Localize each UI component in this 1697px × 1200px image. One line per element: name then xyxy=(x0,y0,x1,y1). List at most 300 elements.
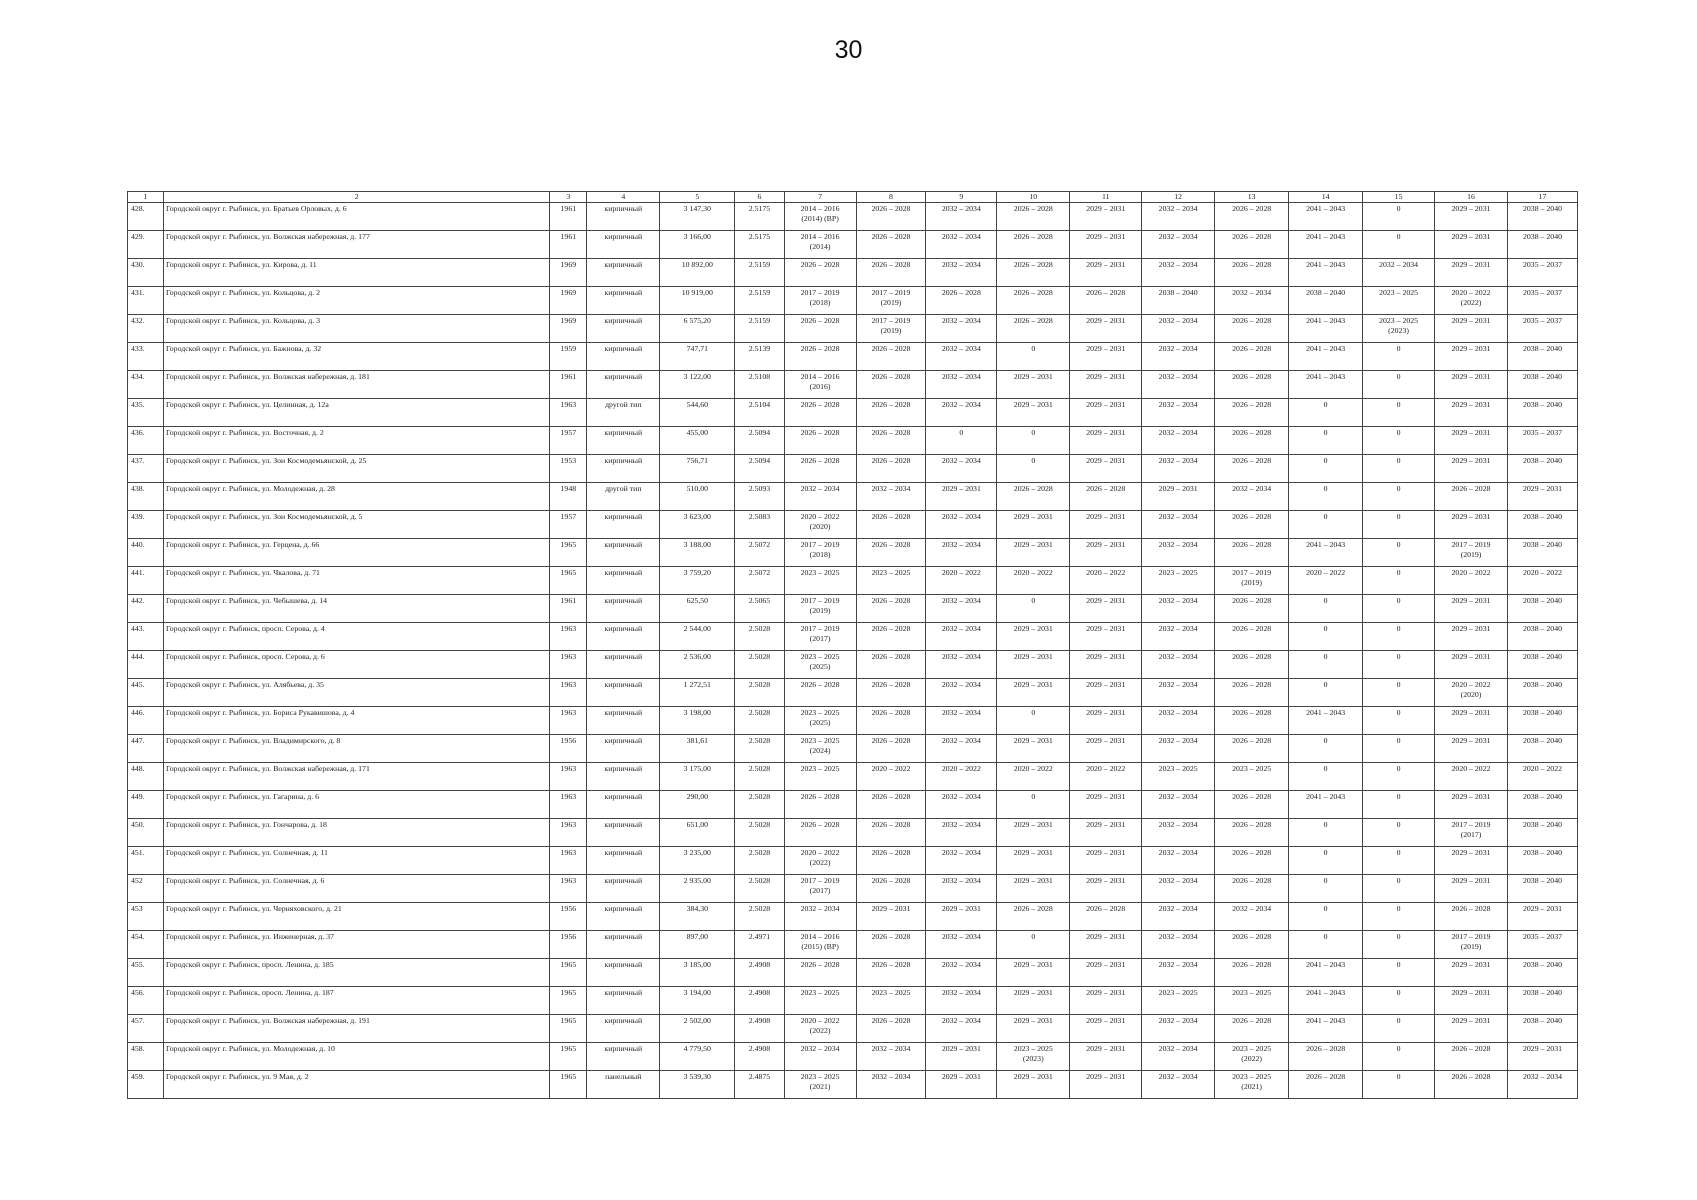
table-cell: кирпичный xyxy=(587,343,660,371)
table-cell: 2.5028 xyxy=(735,847,784,875)
column-number-5: 5 xyxy=(660,192,735,203)
table-cell: кирпичный xyxy=(587,1043,660,1071)
table-cell: 2032 – 2034 xyxy=(1507,1071,1577,1099)
table-cell: 2029 – 2031 xyxy=(1070,1071,1142,1099)
address-cell: Городской округ г. Рыбинск, ул. Волжская набережная, д. 181 xyxy=(163,371,549,399)
table-cell: 2032 – 2034 xyxy=(1142,1043,1215,1071)
table-cell: 2029 – 2031 xyxy=(1435,623,1508,651)
table-cell: 2020 – 2022 xyxy=(1070,567,1142,595)
table-cell: 2032 – 2034 xyxy=(926,651,997,679)
table-cell: 2.4908 xyxy=(735,1015,784,1043)
table-cell: 0 xyxy=(1363,1043,1435,1071)
table-cell: 2020 – 2022 xyxy=(997,763,1070,791)
table-cell: 2029 – 2031 xyxy=(1070,539,1142,567)
table-cell: 510,00 xyxy=(660,483,735,511)
table-cell: 2032 – 2034 xyxy=(926,847,997,875)
table-cell: 2041 – 2043 xyxy=(1289,707,1363,735)
table-cell: 2038 – 2040 xyxy=(1507,455,1577,483)
table-cell: 0 xyxy=(1363,203,1435,231)
table-cell: 0 xyxy=(1289,763,1363,791)
table-cell: 2032 – 2034 xyxy=(1215,287,1289,315)
row-number-cell: 450. xyxy=(128,819,164,847)
table-row xyxy=(128,679,1578,707)
table-cell: 2041 – 2043 xyxy=(1289,371,1363,399)
table-cell: 2029 – 2031 xyxy=(1435,847,1508,875)
table-cell: 2041 – 2043 xyxy=(1289,539,1363,567)
table-cell: 1963 xyxy=(550,623,587,651)
table-cell: 0 xyxy=(997,427,1070,455)
table-cell: 2029 – 2031 xyxy=(1507,903,1577,931)
table-row xyxy=(128,987,1578,1015)
table-cell: 2.5072 xyxy=(735,567,784,595)
table-row xyxy=(128,791,1578,819)
table-cell: 0 xyxy=(1363,1015,1435,1043)
table-cell: 2041 – 2043 xyxy=(1289,791,1363,819)
table-cell: 2029 – 2031 xyxy=(1435,427,1508,455)
table-cell: 2023 – 2025 xyxy=(1142,567,1215,595)
table-cell: 2026 – 2028 xyxy=(856,791,926,819)
table-row xyxy=(128,595,1578,623)
table-cell: 2026 – 2028 xyxy=(856,231,926,259)
table-cell: 2038 – 2040 xyxy=(1507,791,1577,819)
table-cell: 2029 – 2031 xyxy=(1070,931,1142,959)
table-cell: 0 xyxy=(1289,427,1363,455)
table-cell: 2029 – 2031 xyxy=(1435,875,1508,903)
table-cell: 2032 – 2034 xyxy=(926,371,997,399)
address-cell: Городской округ г. Рыбинск, ул. Бориса Рукавишова, д. 4 xyxy=(163,707,549,735)
row-number-cell: 456. xyxy=(128,987,164,1015)
row-number-cell: 455. xyxy=(128,959,164,987)
table-row xyxy=(128,567,1578,595)
table-cell: кирпичный xyxy=(587,427,660,455)
table-cell: 0 xyxy=(1363,791,1435,819)
table-cell: 2026 – 2028 xyxy=(784,259,856,287)
table-cell: 2032 – 2034 xyxy=(1142,343,1215,371)
table-cell: 0 xyxy=(1289,847,1363,875)
table-cell: 2023 – 2025 xyxy=(856,567,926,595)
table-cell: 2029 – 2031 xyxy=(997,679,1070,707)
table-cell: 0 xyxy=(1363,455,1435,483)
table-cell: 2029 – 2031 xyxy=(1435,651,1508,679)
table-cell: 2.5028 xyxy=(735,903,784,931)
table-cell: кирпичный xyxy=(587,791,660,819)
table-cell: 2026 – 2028 xyxy=(1215,679,1289,707)
table-cell: кирпичный xyxy=(587,931,660,959)
table-row xyxy=(128,203,1578,231)
address-cell: Городской округ г. Рыбинск, ул. Чебышева, д. 14 xyxy=(163,595,549,623)
table-cell: 2029 – 2031 xyxy=(1435,595,1508,623)
table-row xyxy=(128,511,1578,539)
table-cell: 2032 – 2034 xyxy=(926,203,997,231)
table-cell: 2014 – 2016 (2015) (ВР) xyxy=(784,931,856,959)
table-cell: 1965 xyxy=(550,959,587,987)
table-cell: 2035 – 2037 xyxy=(1507,259,1577,287)
table-cell: 0 xyxy=(1363,427,1435,455)
table-cell: 2029 – 2031 xyxy=(1070,1015,1142,1043)
table-cell: 756,71 xyxy=(660,455,735,483)
table-cell: 2.5094 xyxy=(735,427,784,455)
table-row xyxy=(128,903,1578,931)
table-cell: 2029 – 2031 xyxy=(1435,455,1508,483)
table-cell: 0 xyxy=(1363,539,1435,567)
table-cell: 2038 – 2040 xyxy=(1507,203,1577,231)
table-cell: 2026 – 2028 xyxy=(1215,875,1289,903)
table-cell: 2026 – 2028 xyxy=(1215,315,1289,343)
address-cell: Городской округ г. Рыбинск, ул. Черняховского, д. 21 xyxy=(163,903,549,931)
table-cell: 1969 xyxy=(550,315,587,343)
table-cell: 2023 – 2025 (2024) xyxy=(784,735,856,763)
table-cell: 2032 – 2034 xyxy=(926,623,997,651)
table-cell: 2029 – 2031 xyxy=(997,511,1070,539)
table-cell: 1959 xyxy=(550,343,587,371)
table-cell: 2026 – 2028 xyxy=(1215,427,1289,455)
table-cell: 0 xyxy=(1363,847,1435,875)
column-number-11: 11 xyxy=(1070,192,1142,203)
table-cell: 0 xyxy=(1289,931,1363,959)
table-cell: 381,61 xyxy=(660,735,735,763)
table-cell: 2029 – 2031 xyxy=(1070,399,1142,427)
table-cell: 6 575,20 xyxy=(660,315,735,343)
row-number-cell: 437. xyxy=(128,455,164,483)
table-cell: 3 147,30 xyxy=(660,203,735,231)
row-number-cell: 432. xyxy=(128,315,164,343)
table-cell: 2032 – 2034 xyxy=(1142,259,1215,287)
table-row xyxy=(128,427,1578,455)
column-number-3: 3 xyxy=(550,192,587,203)
table-cell: 2041 – 2043 xyxy=(1289,203,1363,231)
table-cell: 0 xyxy=(1289,819,1363,847)
table-cell: 2029 – 2031 xyxy=(997,987,1070,1015)
table-cell: 2038 – 2040 xyxy=(1507,959,1577,987)
table-cell: 3 198,00 xyxy=(660,707,735,735)
table-cell: 2026 – 2028 xyxy=(784,315,856,343)
table-cell: 2023 – 2025 xyxy=(1215,987,1289,1015)
address-cell: Городской округ г. Рыбинск, ул. Кирова, д. 11 xyxy=(163,259,549,287)
page-number: 30 xyxy=(834,36,863,64)
row-number-cell: 458. xyxy=(128,1043,164,1071)
table-cell: 2035 – 2037 xyxy=(1507,427,1577,455)
address-cell: Городской округ г. Рыбинск, просп. Серова, д. 4 xyxy=(163,623,549,651)
table-cell: 2026 – 2028 xyxy=(856,819,926,847)
table-cell: 1956 xyxy=(550,735,587,763)
table-cell: 1965 xyxy=(550,1043,587,1071)
table-cell: 2026 – 2028 xyxy=(856,343,926,371)
table-cell: 455,00 xyxy=(660,427,735,455)
row-number-cell: 452 xyxy=(128,875,164,903)
address-cell: Городской округ г. Рыбинск, ул. Молодежная, д. 10 xyxy=(163,1043,549,1071)
table-cell: 2035 – 2037 xyxy=(1507,315,1577,343)
table-cell: 2026 – 2028 xyxy=(856,427,926,455)
table-cell: 2026 – 2028 xyxy=(784,819,856,847)
table-cell: 2026 – 2028 xyxy=(1215,623,1289,651)
table-row xyxy=(128,707,1578,735)
table-cell: 2026 – 2028 xyxy=(856,679,926,707)
table-row xyxy=(128,539,1578,567)
table-cell: 1961 xyxy=(550,231,587,259)
table-cell: 2.4875 xyxy=(735,1071,784,1099)
table-row xyxy=(128,623,1578,651)
table-cell: 2032 – 2034 xyxy=(1142,903,1215,931)
table-cell: 1963 xyxy=(550,707,587,735)
table-cell: 2032 – 2034 xyxy=(1142,847,1215,875)
table-cell: 1969 xyxy=(550,259,587,287)
table-cell: 2023 – 2025 xyxy=(856,987,926,1015)
table-cell: 2029 – 2031 xyxy=(1070,595,1142,623)
table-cell: 2032 – 2034 xyxy=(1142,931,1215,959)
table-cell: 2029 – 2031 xyxy=(1070,875,1142,903)
table-row xyxy=(128,1015,1578,1043)
row-number-cell: 444. xyxy=(128,651,164,679)
table-cell: 2032 – 2034 xyxy=(784,1043,856,1071)
table-cell: 2035 – 2037 xyxy=(1507,287,1577,315)
table-cell: 2032 – 2034 xyxy=(1142,1015,1215,1043)
table-cell: 3 539,30 xyxy=(660,1071,735,1099)
address-cell: Городской округ г. Рыбинск, ул. Зои Космодемьянской, д. 5 xyxy=(163,511,549,539)
table-cell: 0 xyxy=(1363,679,1435,707)
table-cell: 2.5028 xyxy=(735,651,784,679)
table-cell: кирпичный xyxy=(587,651,660,679)
table-cell: кирпичный xyxy=(587,455,660,483)
table-cell: 2026 – 2028 xyxy=(997,259,1070,287)
table-cell: 2029 – 2031 xyxy=(997,539,1070,567)
address-cell: Городской округ г. Рыбинск, ул. Целинная, д. 12а xyxy=(163,399,549,427)
table-cell: 2029 – 2031 xyxy=(1070,707,1142,735)
table-cell: 2026 – 2028 xyxy=(1435,1071,1508,1099)
table-cell: 2032 – 2034 xyxy=(1142,875,1215,903)
table-cell: 1957 xyxy=(550,511,587,539)
table-cell: 2.5108 xyxy=(735,371,784,399)
row-number-cell: 445. xyxy=(128,679,164,707)
column-number-6: 6 xyxy=(735,192,784,203)
table-cell: 1963 xyxy=(550,875,587,903)
table-cell: 2029 – 2031 xyxy=(1070,791,1142,819)
row-number-cell: 453 xyxy=(128,903,164,931)
table-cell: 2026 – 2028 xyxy=(784,399,856,427)
table-row xyxy=(128,847,1578,875)
table-cell: 0 xyxy=(1289,651,1363,679)
table-cell: 2 544,00 xyxy=(660,623,735,651)
table-cell: 0 xyxy=(1289,735,1363,763)
table-cell: 2026 – 2028 xyxy=(856,959,926,987)
table-cell: 2023 – 2025 (2025) xyxy=(784,651,856,679)
table-cell: 2017 – 2019 (2019) xyxy=(1215,567,1289,595)
table-cell: 1965 xyxy=(550,1015,587,1043)
table-cell: 0 xyxy=(1289,455,1363,483)
table-cell: кирпичный xyxy=(587,987,660,1015)
table-cell: 2.5028 xyxy=(735,763,784,791)
table-cell: 1963 xyxy=(550,847,587,875)
table-cell: 2017 – 2019 (2018) xyxy=(784,539,856,567)
table-cell: 2038 – 2040 xyxy=(1507,847,1577,875)
table-cell: 2026 – 2028 xyxy=(1435,903,1508,931)
table-body xyxy=(128,203,1578,1099)
address-cell: Городской округ г. Рыбинск, ул. Алябьева, д. 35 xyxy=(163,679,549,707)
table-row xyxy=(128,231,1578,259)
table-cell: 1969 xyxy=(550,287,587,315)
table-cell: 1963 xyxy=(550,679,587,707)
table-cell: 651,00 xyxy=(660,819,735,847)
table-cell: 0 xyxy=(1289,875,1363,903)
table-cell: 2038 – 2040 xyxy=(1507,343,1577,371)
table-cell: 384,30 xyxy=(660,903,735,931)
table-cell: 2032 – 2034 xyxy=(926,511,997,539)
table-cell: 2032 – 2034 xyxy=(784,483,856,511)
table-cell: 2026 – 2028 xyxy=(997,231,1070,259)
table-cell: 2029 – 2031 xyxy=(1070,231,1142,259)
table-row xyxy=(128,455,1578,483)
table-cell: 2038 – 2040 xyxy=(1507,875,1577,903)
table-cell: 0 xyxy=(1289,903,1363,931)
table-row xyxy=(128,875,1578,903)
table-cell: 747,71 xyxy=(660,343,735,371)
table-cell: 1965 xyxy=(550,987,587,1015)
table-cell: 2 536,00 xyxy=(660,651,735,679)
row-number-cell: 451. xyxy=(128,847,164,875)
table-cell: 2.4971 xyxy=(735,931,784,959)
table-cell: 2.5159 xyxy=(735,315,784,343)
table-cell: 2.5065 xyxy=(735,595,784,623)
table-cell: 2029 – 2031 xyxy=(1435,231,1508,259)
table-cell: 0 xyxy=(1363,623,1435,651)
table-cell: другой тип xyxy=(587,399,660,427)
table-cell: 2038 – 2040 xyxy=(1289,287,1363,315)
column-number-16: 16 xyxy=(1435,192,1508,203)
address-cell: Городской округ г. Рыбинск, ул. Братьев Орловых, д. 6 xyxy=(163,203,549,231)
table-cell: 2041 – 2043 xyxy=(1289,259,1363,287)
column-number-1: 1 xyxy=(128,192,164,203)
table-cell: 2029 – 2031 xyxy=(1142,483,1215,511)
table-cell: кирпичный xyxy=(587,315,660,343)
table-row xyxy=(128,735,1578,763)
row-number-cell: 457. xyxy=(128,1015,164,1043)
table-cell: кирпичный xyxy=(587,763,660,791)
table-cell: 0 xyxy=(1363,735,1435,763)
table-cell: 2020 – 2022 xyxy=(856,763,926,791)
table-cell: 0 xyxy=(1363,819,1435,847)
table-cell: 1961 xyxy=(550,371,587,399)
table-row xyxy=(128,483,1578,511)
address-cell: Городской округ г. Рыбинск, ул. Герцена, д. 66 xyxy=(163,539,549,567)
address-cell: Городской округ г. Рыбинск, ул. Волжская набережная, д. 177 xyxy=(163,231,549,259)
table-cell: 2023 – 2025 (2021) xyxy=(1215,1071,1289,1099)
table-cell: 2038 – 2040 xyxy=(1507,735,1577,763)
table-cell: 2029 – 2031 xyxy=(856,903,926,931)
table-cell: 2.5072 xyxy=(735,539,784,567)
address-cell: Городской округ г. Рыбинск, ул. Солнечная, д. 11 xyxy=(163,847,549,875)
table-cell: 3 623,00 xyxy=(660,511,735,539)
table-cell: кирпичный xyxy=(587,903,660,931)
column-number-2: 2 xyxy=(163,192,549,203)
table-cell: 2032 – 2034 xyxy=(1142,511,1215,539)
table-cell: панельный xyxy=(587,1071,660,1099)
table-cell: 2026 – 2028 xyxy=(784,427,856,455)
table-cell: 2017 – 2019 (2019) xyxy=(856,287,926,315)
row-number-cell: 438. xyxy=(128,483,164,511)
table-cell: 2026 – 2028 xyxy=(856,595,926,623)
row-number-cell: 442. xyxy=(128,595,164,623)
table-cell: кирпичный xyxy=(587,567,660,595)
table-cell: 2023 – 2025 (2023) xyxy=(997,1043,1070,1071)
table-cell: 2032 – 2034 xyxy=(1142,399,1215,427)
table-cell: 2029 – 2031 xyxy=(1070,987,1142,1015)
table-cell: 0 xyxy=(1363,511,1435,539)
address-cell: Городской округ г. Рыбинск, ул. Восточная, д. 2 xyxy=(163,427,549,455)
address-cell: Городской округ г. Рыбинск, ул. Гагарина, д. 6 xyxy=(163,791,549,819)
table-cell: 2032 – 2034 xyxy=(926,595,997,623)
table-cell: 2032 – 2034 xyxy=(1215,483,1289,511)
table-cell: 2029 – 2031 xyxy=(926,1043,997,1071)
table-cell: 2026 – 2028 xyxy=(856,511,926,539)
table-cell: 2026 – 2028 xyxy=(926,287,997,315)
table-cell: 2029 – 2031 xyxy=(1435,315,1508,343)
address-cell: Городской округ г. Рыбинск, ул. Молодежная, д. 28 xyxy=(163,483,549,511)
table-cell: 2029 – 2031 xyxy=(997,399,1070,427)
table-cell: 2.4908 xyxy=(735,959,784,987)
table-cell: 2020 – 2022 (2020) xyxy=(1435,679,1508,707)
table-cell: 2029 – 2031 xyxy=(1070,735,1142,763)
table-cell: 1953 xyxy=(550,455,587,483)
table-cell: 0 xyxy=(1289,511,1363,539)
table-cell: 2038 – 2040 xyxy=(1507,595,1577,623)
table-cell: 10 892,00 xyxy=(660,259,735,287)
table-cell: 2026 – 2028 xyxy=(997,903,1070,931)
table-cell: 2020 – 2022 xyxy=(926,567,997,595)
table-cell: 2.5028 xyxy=(735,791,784,819)
table-cell: 0 xyxy=(1363,987,1435,1015)
table-cell: кирпичный xyxy=(587,959,660,987)
table-cell: 2023 – 2025 (2025) xyxy=(784,707,856,735)
table-cell: 2.5159 xyxy=(735,259,784,287)
table-cell: 1965 xyxy=(550,1071,587,1099)
table-cell: 2032 – 2034 xyxy=(1142,203,1215,231)
table-cell: 2.5139 xyxy=(735,343,784,371)
table-cell: 1963 xyxy=(550,819,587,847)
row-number-cell: 439. xyxy=(128,511,164,539)
table-cell: 2041 – 2043 xyxy=(1289,959,1363,987)
row-number-cell: 430. xyxy=(128,259,164,287)
table-cell: 2032 – 2034 xyxy=(1142,651,1215,679)
table-cell: 2032 – 2034 xyxy=(1142,679,1215,707)
table-cell: 3 188,00 xyxy=(660,539,735,567)
table-cell: 2029 – 2031 xyxy=(1070,847,1142,875)
table-cell: 2017 – 2019 (2019) xyxy=(1435,931,1508,959)
table-cell: 3 194,00 xyxy=(660,987,735,1015)
table-cell: 1957 xyxy=(550,427,587,455)
table-cell: 2023 – 2025 (2023) xyxy=(1363,315,1435,343)
table-cell: 2032 – 2034 xyxy=(1142,1071,1215,1099)
row-number-cell: 434. xyxy=(128,371,164,399)
column-number-7: 7 xyxy=(784,192,856,203)
table-cell: 2029 – 2031 xyxy=(1070,259,1142,287)
table-cell: 2026 – 2028 xyxy=(1215,343,1289,371)
table-cell: кирпичный xyxy=(587,287,660,315)
column-number-15: 15 xyxy=(1363,192,1435,203)
table-cell: 2026 – 2028 xyxy=(784,343,856,371)
table-cell: 2.5028 xyxy=(735,735,784,763)
row-number-cell: 440. xyxy=(128,539,164,567)
table-cell: 2032 – 2034 xyxy=(1142,623,1215,651)
table-cell: 2032 – 2034 xyxy=(856,1071,926,1099)
table-cell: 2020 – 2022 (2022) xyxy=(784,1015,856,1043)
table-cell: 3 166,00 xyxy=(660,231,735,259)
table-cell: 2020 – 2022 (2020) xyxy=(784,511,856,539)
table-cell: 2026 – 2028 xyxy=(1289,1043,1363,1071)
table-cell: 2038 – 2040 xyxy=(1507,707,1577,735)
table-cell: 2029 – 2031 xyxy=(1070,959,1142,987)
table-cell: 2032 – 2034 xyxy=(1142,707,1215,735)
table-cell: 2023 – 2025 xyxy=(1142,987,1215,1015)
table-cell: 2026 – 2028 xyxy=(856,203,926,231)
